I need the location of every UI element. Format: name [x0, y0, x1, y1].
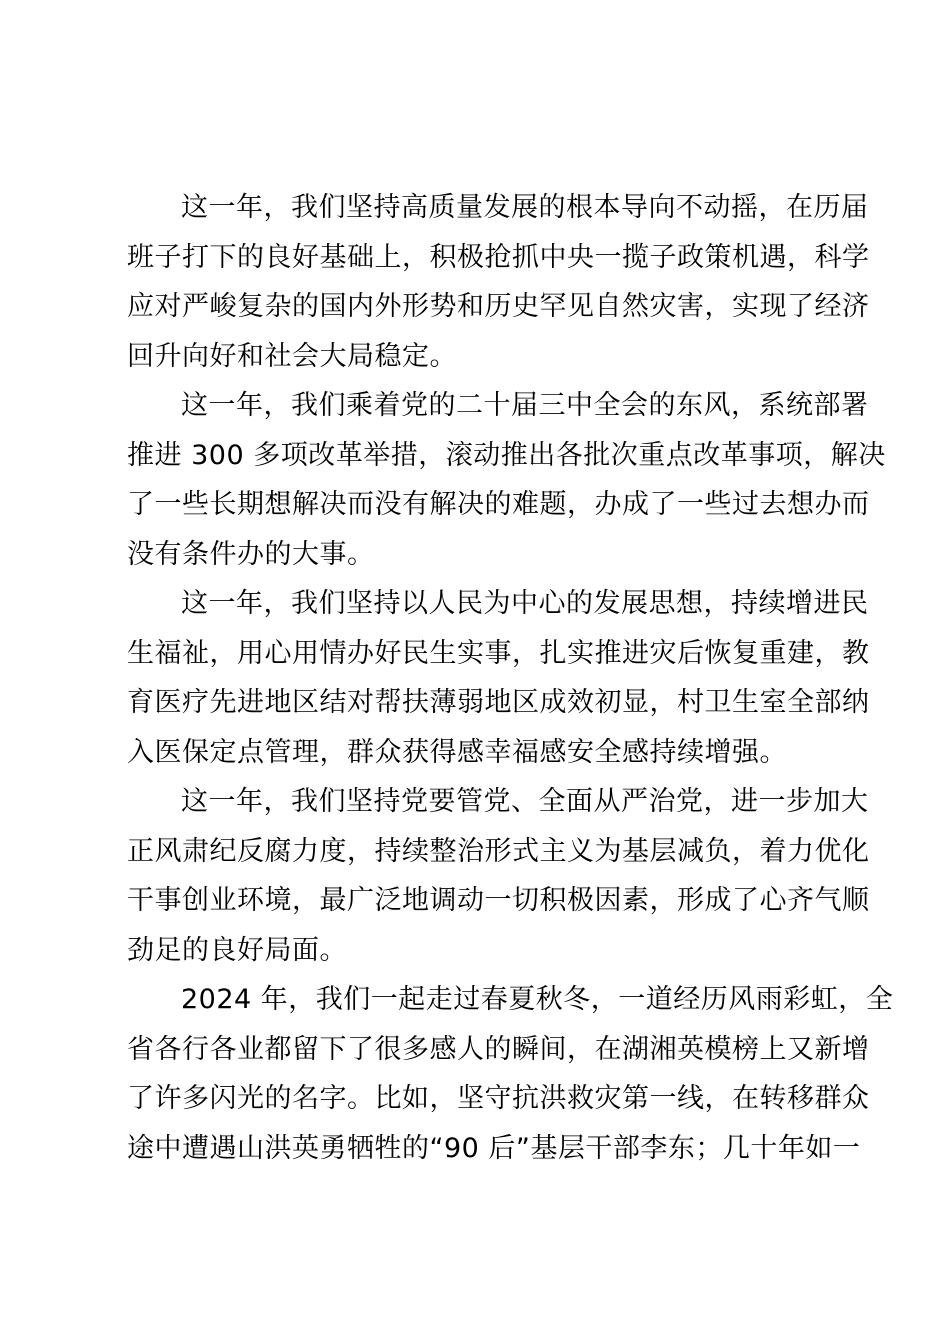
text-line: 途中遭遇山洪英勇牺牲的“90 后”基层干部李东；几十年如一	[127, 1132, 861, 1164]
text-line: 育医疗先进地区结对帮扶薄弱地区成效初显，村卫生室全部纳	[127, 687, 870, 718]
text-line: 这一年，我们坚持党要管党、全面从严治党，进一步加大	[181, 786, 869, 817]
text-line: 省各行各业都留下了很多感人的瞬间，在湖湘英模榜上又新增	[127, 1033, 870, 1065]
text-line: 这一年，我们坚持高质量发展的根本导向不动摇，在历届	[181, 192, 869, 223]
text-line: 没有条件办的大事。	[127, 538, 375, 570]
text-line: 推进 300 多项改革举措，滚动推出各批次重点改革事项，解决	[127, 439, 886, 471]
text-line: 这一年，我们坚持以人民为中心的发展思想，持续增进民	[181, 588, 869, 619]
paragraph-2	[127, 381, 886, 579]
text-line: 入医保定点管理，群众获得感幸福感安全感持续增强。	[127, 736, 787, 768]
paragraph-3	[127, 579, 870, 777]
text-line: 应对严峻复杂的国内外形势和历史罕见自然灾害，实现了经济	[127, 291, 870, 322]
text-line: 正风肃纪反腐力度，持续整治形式主义为基层减负，着力优化	[127, 835, 870, 867]
text-line: 班子打下的良好基础上，积极抢抓中央一揽子政策机遇，科学	[127, 241, 870, 273]
text-line: 劲足的良好局面。	[127, 934, 347, 966]
paragraph-1	[127, 183, 870, 381]
text-line: 了许多闪光的名字。比如，坚守抗洪救灾第一线，在转移群众	[127, 1083, 870, 1114]
text-line: 这一年，我们乘着党的二十届三中全会的东风，系统部署	[181, 390, 869, 421]
paragraph-4	[127, 777, 870, 975]
document-body	[127, 183, 894, 1173]
text-line: 生福祉，用心用情办好民生实事，扎实推进灾后恢复重建，教	[127, 637, 870, 669]
text-line: 了一些长期想解决而没有解决的难题，办成了一些过去想办而	[127, 489, 870, 520]
paragraph-5	[127, 975, 894, 1173]
text-line: 干事创业环境，最广泛地调动一切积极因素，形成了心齐气顺	[127, 885, 870, 916]
text-line: 2024 年，我们一起走过春夏秋冬，一道经历风雨彩虹，全	[181, 984, 894, 1015]
text-line: 回升向好和社会大局稳定。	[127, 340, 457, 372]
